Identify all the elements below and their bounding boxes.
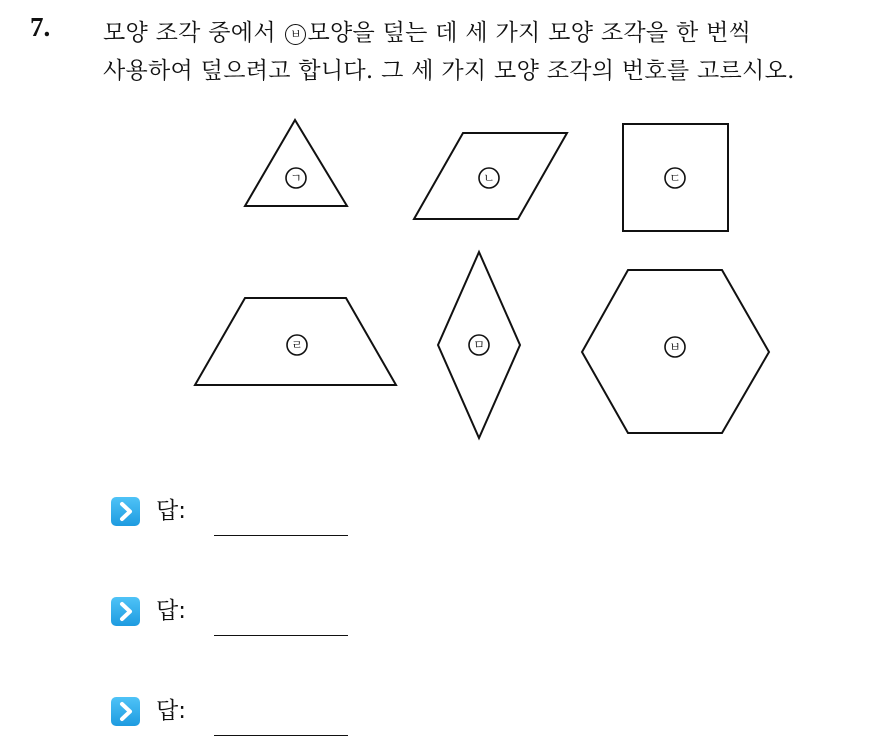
chevron-right-icon [111,497,140,526]
chevron-right-icon [111,597,140,626]
rhombus-label: ㅁ [473,338,485,352]
shape-square [623,124,728,231]
square-label: ㄷ [669,171,681,185]
circled-target-marker: ㅂ [285,24,306,45]
question-number: 7. [30,12,51,42]
answer-label-1: 답: [156,498,186,524]
chevron-right-icon [111,697,140,726]
answer-blank-1[interactable] [214,535,348,536]
trapezoid-label: ㄹ [291,338,303,352]
shape-rhombus [438,252,520,438]
triangle-label: ㄱ [290,171,302,185]
parallelogram-label: ㄴ [483,171,495,185]
shape-trapezoid [195,298,396,385]
hexagon-label: ㅂ [669,340,681,354]
shape-hexagon [582,270,769,433]
answer-label-3: 답: [156,698,186,724]
answer-blank-2[interactable] [214,635,348,636]
question-line-1-end: 모양을 덮는 데 세 가지 모양 조각을 한 번씩 [307,20,752,46]
triangle-outline [245,120,347,206]
question-line-1-start: 모양 조각 중에서 [103,20,284,46]
shape-parallelogram [414,133,567,219]
answer-label-2: 답: [156,598,186,624]
shape-triangle [245,120,347,206]
answer-blank-3[interactable] [214,735,348,736]
question-line-2: 사용하여 덮으려고 합니다. 그 세 가지 모양 조각의 번호를 고르시오. [103,58,795,84]
